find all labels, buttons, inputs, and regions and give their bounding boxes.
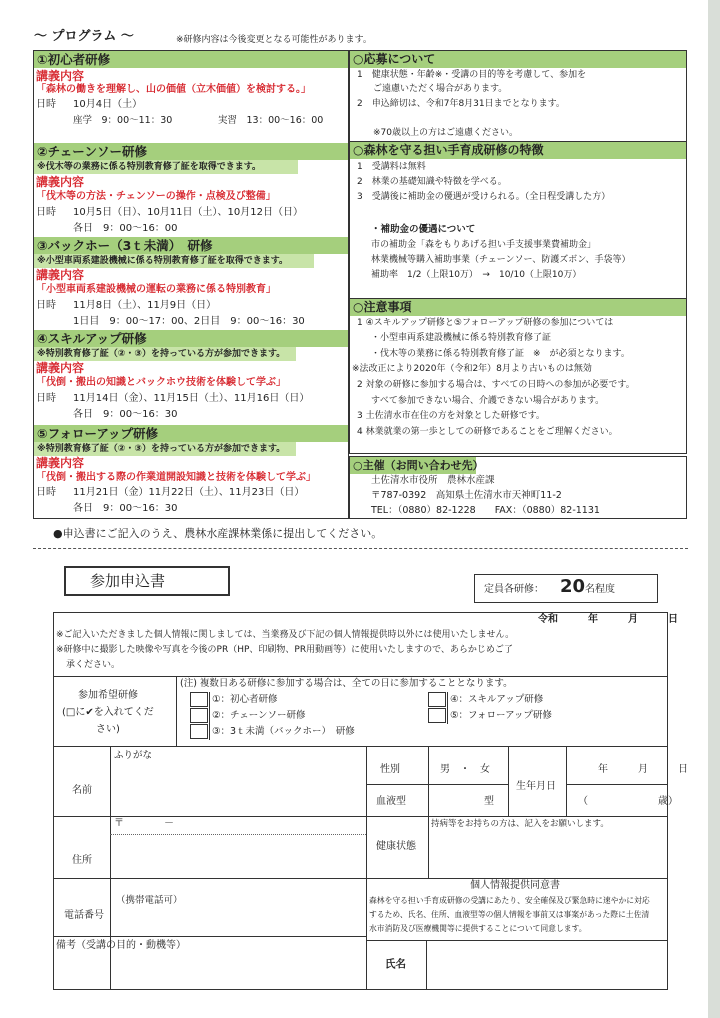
form-title: 参加申込書 — [90, 572, 166, 590]
consent-line-3: 水市消防及び医療機関等に提供することについて同意します。 — [369, 924, 587, 933]
course-4-time: 各日 9：00～16：30 — [73, 409, 178, 420]
organizer-line-1: 土佐清水市役所 農林水産課 — [371, 475, 495, 486]
blood-label: 血液型 — [376, 796, 406, 807]
course-4-content-label: 講義内容 — [36, 361, 85, 375]
course-5-sub: ※特別教育修了証（②・③）を持っている方が参加できます。 — [34, 442, 296, 456]
notes-header: ○注意事項 — [350, 299, 686, 316]
course-3-content: 「小型車両系建設機械の運転の業務に係る特別教育」 — [36, 284, 276, 295]
rule — [53, 936, 366, 937]
rule — [209, 692, 210, 740]
option-course-4: ④：スキルアップ研修 — [450, 694, 544, 705]
organizer-line-3: TEL：（0880）82-1228 FAX：（0880）82-1131 — [371, 505, 600, 516]
rule — [176, 676, 177, 746]
wish-note: (注) 複数日ある研修に参加する場合は、全ての日に参加することとなります。 — [180, 678, 513, 689]
address-input[interactable] — [111, 836, 366, 878]
course-3-date: 11月8日（土）、11月9日（日） — [73, 300, 217, 311]
rule — [366, 746, 367, 990]
organizer-line-2: 〒787-0392 高知県土佐清水市天神町11-2 — [371, 490, 562, 501]
course-1-content: 「森林の働きを理解し、山の価値（立木価値）を検討する。」 — [36, 84, 311, 95]
phone-note: （携帯電話可） — [116, 895, 183, 906]
consent-line-1: 森林を守る担い手育成研修の受講にあたり、安全確保及び緊急時に速やかに対応 — [369, 896, 650, 905]
course-2-date-label: 日時 — [36, 207, 56, 218]
rule — [447, 692, 448, 724]
rule — [428, 746, 429, 816]
course-1-date: 10月4日（土） — [73, 99, 143, 110]
privacy-line-2: ※研修中に撮影した映像や写真を今後のPR（HP、印刷物、PR用動画等）に使用いたしますので、あらかじめご了 — [56, 645, 513, 655]
signature-input[interactable] — [427, 941, 667, 989]
option-course-2: ②：チェーンソー研修 — [212, 710, 306, 721]
cut-line — [33, 548, 688, 549]
course-5-date-label: 日時 — [36, 487, 56, 498]
course-1-slot2: 実習 13：00～16：00 — [218, 115, 324, 126]
features-line-3: 3 受講後に補助金の優遇が受けられる。（全日程受講した方） — [357, 192, 611, 202]
gender-label: 性別 — [380, 764, 400, 775]
checkbox-course-5[interactable] — [428, 708, 446, 723]
course-3-header: ③バックホー（3ｔ未満） 研修 — [34, 237, 348, 254]
form-date-line: 令和 年 月 日 — [538, 614, 678, 625]
features-line-6: 林業機械等購入補助事業（チェーンソー、防護ズボン、手袋等） — [371, 255, 631, 265]
blood-value[interactable]: 型 — [484, 796, 494, 807]
course-4-content: 「伐倒・搬出の知識とバックホウ技術を体験して学ぶ」 — [36, 377, 286, 388]
features-line-4: ・補助金の優遇について — [371, 224, 476, 235]
rule — [508, 746, 509, 816]
course-3-sub: ※小型車両系建設機械に係る特別教育修了証を取得できます。 — [34, 254, 314, 268]
course-2-content: 「伐木等の方法・チェンソーの操作・点検及び整備」 — [36, 191, 276, 202]
notes-line-2: ・小型車両系建設機械に係る特別教育修了証 — [371, 333, 552, 343]
postal-code[interactable]: 〒 － — [114, 818, 174, 829]
health-note: 持病等をお持ちの方は、記入をお願いします。 — [431, 819, 609, 829]
course-3-time: 1日目 9：00～17：00、2日目 9：00～16：30 — [73, 316, 305, 327]
notes-line-6: すべて参加できない場合、介護できない場合があります。 — [371, 396, 605, 406]
checkbox-course-4[interactable] — [428, 692, 446, 707]
consent-title: 個人情報提供同意書 — [470, 880, 560, 891]
wish-label-1: 参加希望研修 — [78, 690, 138, 701]
features-line-7: 補助率 1/2（上限10万） → 10/10（上限10万） — [371, 270, 582, 280]
rule — [110, 834, 366, 835]
capacity-suffix: 名程度 — [585, 584, 615, 595]
phone-input[interactable] — [111, 909, 366, 935]
rule — [53, 816, 668, 817]
course-2-header: ②チェーンソー研修 — [34, 143, 348, 160]
wish-label-3: さい) — [96, 724, 120, 735]
submit-note: ●申込書にご記入のうえ、農林水産課林業係に提出してください。 — [53, 527, 383, 540]
health-label: 健康状態 — [376, 841, 416, 852]
rule — [566, 784, 668, 785]
apply-line-2: ご遠慮いただく場合があります。 — [373, 84, 508, 94]
option-course-5: ⑤：フォローアップ研修 — [450, 710, 552, 721]
notes-line-8: 4 林業就業の第一歩としての研修であることをご理解ください。 — [357, 427, 618, 437]
consent-line-2: するため、氏名、住所、血液型等の個人情報を事前又は事案があった際に土佐清 — [369, 910, 650, 919]
notes-line-4: ※法改正により2020年（令和2年）8月より古いものは無効 — [352, 364, 592, 374]
name-input[interactable] — [111, 764, 366, 816]
course-2-content-label: 講義内容 — [36, 175, 85, 189]
apply-line-1: 1 健康状態・年齢※・受講の目的等を考慮して、参加を — [357, 70, 587, 80]
rule — [53, 746, 668, 747]
features-header: ○森林を守る担い手育成研修の特徴 — [350, 142, 686, 159]
furigana-label: ふりがな — [114, 750, 153, 761]
health-input[interactable] — [429, 832, 668, 878]
organizer-header: ○主催（お問い合わせ先） — [350, 457, 476, 474]
course-5-date: 11月21日（金）11月22日（土）、11月23日（日） — [73, 487, 305, 498]
course-1-header: ①初心者研修 — [34, 51, 348, 68]
notes-line-1: 1 ④スキルアップ研修と⑤フォローアップ研修の参加については — [357, 318, 614, 328]
privacy-line-1: ※ご記入いただきました個人情報に関しましては、当業務及び下記の個人情報提供時以外には使用いたしません。 — [56, 630, 515, 640]
capacity-prefix: 定員各研修： — [484, 584, 544, 595]
checkbox-course-3[interactable] — [190, 724, 208, 739]
course-5-content: 「伐倒・搬出する際の作業道開設知識と技術を体験して学ぶ」 — [36, 472, 316, 483]
remarks-label: 備考（受講の目的・動機等） — [56, 940, 186, 951]
course-3-content-label: 講義内容 — [36, 268, 85, 282]
checkbox-course-2[interactable] — [190, 708, 208, 723]
sign-label: 氏名 — [385, 958, 406, 970]
course-5-content-label: 講義内容 — [36, 456, 85, 470]
phone-label: 電話番号 — [64, 910, 104, 921]
course-2-time: 各日 9：00～16：00 — [73, 223, 178, 234]
gender-options[interactable]: 男 ・ 女 — [440, 764, 490, 775]
name-label: 名前 — [72, 785, 92, 796]
notes-line-5: 2 対象の研修に参加する場合は、すべての日時への参加が必要です。 — [357, 380, 635, 390]
capacity-number: 20 — [560, 576, 586, 597]
notes-line-3: ・伐木等の業務に係る特別教育修了証 ※ が必須となります。 — [371, 349, 630, 359]
notes-line-7: 3 土佐清水市在住の方を対象とした研修です。 — [357, 411, 545, 421]
program-note: ※研修内容は今後変更となる可能性があります。 — [176, 35, 372, 45]
wish-label-2: (□に✔を入れてくだ — [62, 707, 154, 718]
rule — [566, 746, 567, 816]
rule — [366, 784, 508, 785]
address-label: 住所 — [72, 855, 92, 866]
course-1-slot1: 座学 9：00～11：30 — [73, 115, 173, 126]
course-4-date: 11月14日（金）、11月15日（土）、11月16日（日） — [73, 393, 310, 404]
course-5-header: ⑤フォローアップ研修 — [34, 425, 348, 442]
course-3-date-label: 日時 — [36, 300, 56, 311]
features-line-1: 1 受講料は無料 — [357, 162, 426, 172]
course-4-sub: ※特別教育修了証（②・③）を持っている方が参加できます。 — [34, 347, 296, 361]
privacy-line-3: 承ください。 — [66, 660, 121, 670]
page-edge — [708, 0, 720, 1018]
apply-header: ○応募について — [350, 51, 686, 68]
apply-line-4: ※70歳以上の方はご遠慮ください。 — [373, 128, 518, 138]
checkbox-course-1[interactable] — [190, 692, 208, 707]
rule — [53, 676, 668, 677]
birth-label: 生年月日 — [516, 781, 556, 792]
course-1-date-label: 日時 — [36, 99, 56, 110]
option-course-3: ③：3ｔ未満（バックホー） 研修 — [212, 726, 355, 737]
course-4-date-label: 日時 — [36, 393, 56, 404]
remarks-input[interactable] — [54, 954, 366, 989]
birth-value[interactable]: 年 月 日 — [598, 764, 688, 775]
age-value[interactable]: （ 歳） — [578, 796, 678, 807]
course-4-header: ④スキルアップ研修 — [34, 330, 348, 347]
course-1-content-label: 講義内容 — [36, 69, 85, 83]
course-2-date: 10月5日（日）、10月11日（土）、10月12日（日） — [73, 207, 303, 218]
rule — [53, 878, 668, 879]
course-5-time: 各日 9：00～16：30 — [73, 503, 178, 514]
program-title: ～ プログラム ～ — [34, 29, 134, 44]
features-line-5: 市の補助金「森をもりあげる担い手支援事業費補助金」 — [371, 240, 597, 250]
option-course-1: ①：初心者研修 — [212, 694, 278, 705]
course-2-sub: ※伐木等の業務に係る特別教育修了証を取得できます。 — [34, 160, 298, 174]
features-line-2: 2 林業の基礎知識や特徴を学べる。 — [357, 177, 507, 187]
apply-line-3: 2 申込締切は、令和7年8月31日までとなります。 — [357, 99, 565, 109]
